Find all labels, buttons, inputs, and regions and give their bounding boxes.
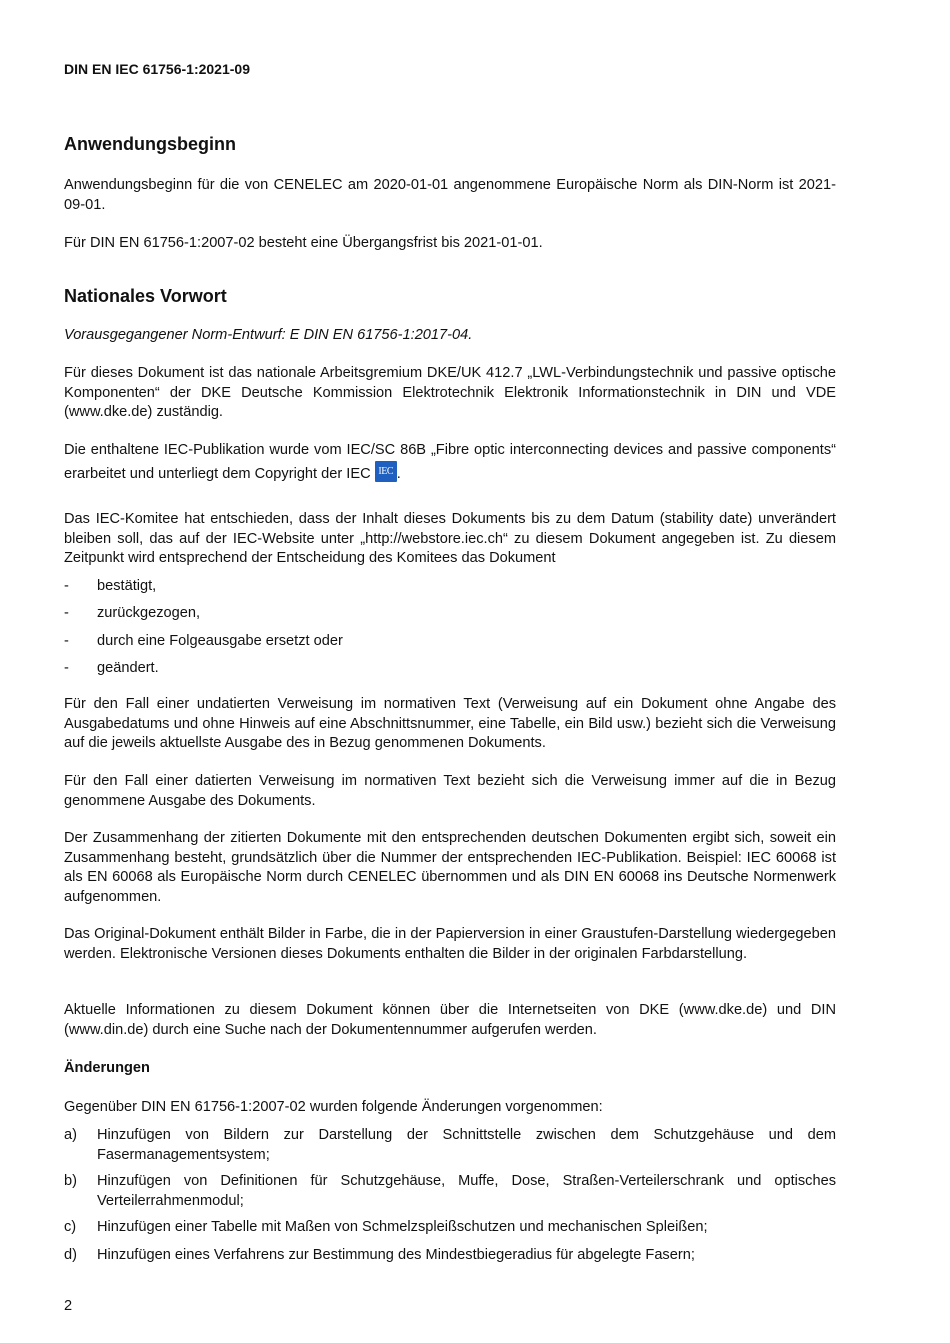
paragraph-changes-intro: Gegenüber DIN EN 61756-1:2007-02 wurden folgende Änderungen vorgenommen: [64,1099,603,1115]
change-marker: b) [64,1173,77,1189]
paragraph-application-date: Anwendungsbeginn für die von CENELEC am 2020-01-01 angenommene Europäische Norm als DIN-Norm ist 2021-09-01. [64,177,836,213]
change-list-item [64,1218,836,1238]
paragraph-iec-copyright [64,441,836,484]
dash-marker: - [64,605,69,621]
paragraph-dated-reference: Für den Fall einer datierten Verweisung im normativen Text bezieht sich die Verweisung immer auf die in Bezug genommene Ausgabe des Dokuments. [64,773,836,809]
dash-item-text: bestätigt, [97,578,157,594]
change-marker: c) [64,1219,77,1235]
paragraph-previous-draft: Vorausgegangener Norm-Entwurf: E DIN EN 61756-1:2017-04. [64,327,473,343]
paragraph-undated-reference: Für den Fall einer undatierten Verweisung im normativen Text (Verweisung auf ein Dokument ohne Angabe des Ausgabedatums und ohne Hinweis auf eine Abschnittsnummer, eine Tabelle, ein Bild usw.) bezieht sich die Verweisung auf die jeweils aktuellste Ausgabe des in Bezug genommenen Dokuments. [64,696,836,752]
heading-anwendungsbeginn: Anwendungsbeginn [64,134,236,154]
dash-item-text: durch eine Folgeausgabe ersetzt oder [97,633,343,649]
change-item-text: Hinzufügen von Bildern zur Darstellung der Schnittstelle zwischen dem Schutzgehäuse und dem Fasermanagementsystem; [97,1127,836,1163]
paragraph-document-relation: Der Zusammenhang der zitierten Dokumente mit den entsprechenden deutschen Dokumenten ergibt sich, soweit ein Zusammenhang besteht, grundsätzlich über die Nummer der entsprechenden IEC-Publikation. Beispiel: IEC 60068 ist als EN 60068 als Europäische Norm durch CENELEC übernommen und als DIN EN 60068 ins Deutsche Normenwerk aufgenommen. [64,830,836,905]
change-item-text: Hinzufügen einer Tabelle mit Maßen von Schmelzspleißschutzen und mechanischen Spleißen; [97,1219,708,1235]
dash-marker: - [64,578,69,594]
change-list-item [64,1126,836,1165]
iec-logo: IEC [375,461,397,482]
paragraph-transition-period: Für DIN EN 61756-1:2007-02 besteht eine Übergangsfrist bis 2021-01-01. [64,235,543,251]
change-marker: d) [64,1247,77,1263]
iec-copyright-end: . [396,465,401,482]
change-item-text: Hinzufügen eines Verfahrens zur Bestimmung des Mindestbiegeradius für abgelegte Fasern; [97,1247,695,1263]
change-item-text: Hinzufügen von Definitionen für Schutzgehäuse, Muffe, Dose, Straßen-Verteilerschrank und optisches Verteilerrahmenmodul; [97,1173,836,1209]
dash-marker: - [64,633,69,649]
dash-list-item [64,632,836,652]
dash-list-item [64,659,836,679]
change-marker: a) [64,1127,77,1143]
heading-nationales-vorwort: Nationales Vorwort [64,286,227,306]
dash-item-text: zurückgezogen, [97,605,201,621]
dash-list-item [64,577,836,597]
heading-aenderungen: Änderungen [64,1060,150,1076]
dash-marker: - [64,660,69,676]
change-list-item [64,1246,836,1266]
paragraph-color-figures: Das Original-Dokument enthält Bilder in Farbe, die in der Papierversion in einer Graustufen-Darstellung wiedergegeben werden. Elektronische Versionen dieses Dokuments enthalten die Bilder in der originalen Farbdarstellung. [64,926,836,962]
dash-list-item [64,604,836,624]
paragraph-committee: Für dieses Dokument ist das nationale Arbeitsgremium DKE/UK 412.7 „LWL-Verbindungstechnik und passive optische Komponenten“ der DKE Deutsche Kommission Elektrotechnik Elektronik Informationstechnik in DIN und VDE (www.dke.de) zuständig. [64,365,836,421]
page-number: 2 [64,1298,73,1314]
paragraph-current-info: Aktuelle Informationen zu diesem Dokument können über die Internetseiten von DKE (www.dke.de) und DIN (www.din.de) durch eine Suche nach der Dokumentennummer aufgerufen werden. [64,1002,836,1038]
iec-copyright-text: Die enthaltene IEC-Publikation wurde vom IEC/SC 86B „Fibre optic interconnecting devices and passive components“ erarbeitet und unterliegt dem Copyright der IEC [64,442,836,482]
change-list-item [64,1172,836,1211]
paragraph-stability-date: Das IEC-Komitee hat entschieden, dass der Inhalt dieses Dokuments bis zu dem Datum (stability date) unverändert bleiben soll, das auf der IEC-Website unter „http://webstore.iec.ch“ zu diesem Dokument angegeben ist. Zu diesem Zeitpunkt wird entsprechend der Entscheidung des Komitees das Dokument [64,511,836,567]
dash-item-text: geändert. [97,660,159,676]
document-header-id: DIN EN IEC 61756-1:2021-09 [64,61,250,77]
